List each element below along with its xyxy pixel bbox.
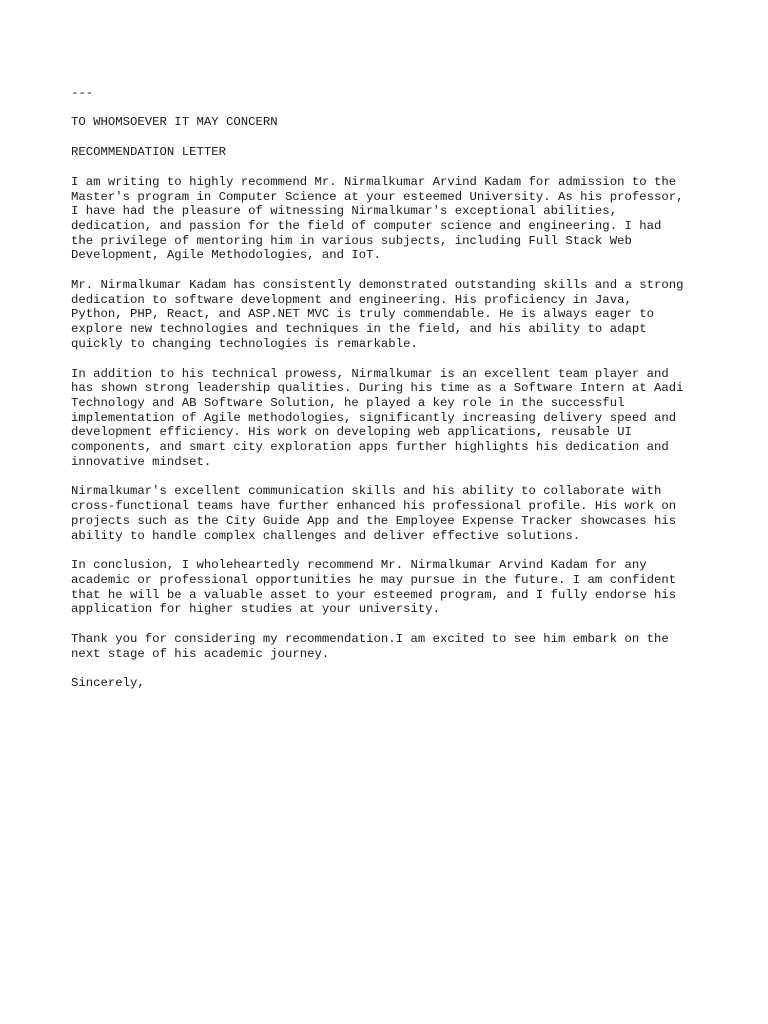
- paragraph-line: Technology and AB Software Solution, he played a key role in the successful: [71, 395, 625, 410]
- paragraph-line: ability to handle complex challenges and deliver effective solutions.: [71, 528, 581, 543]
- paragraph-2: [71, 278, 711, 352]
- paragraph-line: development efficiency. His work on developing web applications, reusable UI: [71, 425, 632, 440]
- paragraph-line: implementation of Agile methodologies, significantly increasing delivery speed and: [71, 410, 677, 425]
- letter-page: [71, 86, 711, 691]
- paragraph-1: [71, 175, 711, 263]
- paragraph-line: components, and smart city exploration apps further highlights his dedication and: [71, 440, 669, 455]
- paragraph-line: In conclusion, I wholeheartedly recommend Mr. Nirmalkumar Arvind Kadam for any: [71, 558, 647, 573]
- paragraph-line: In addition to his technical prowess, Nirmalkumar is an excellent team player and: [71, 366, 669, 381]
- paragraph-line: Mr. Nirmalkumar Kadam has consistently demonstrated outstanding skills and a strong: [71, 278, 684, 293]
- paragraph-line: I have had the pleasure of witnessing Nirmalkumar's exceptional abilities,: [71, 204, 618, 219]
- paragraph-5: [71, 558, 711, 617]
- paragraph-line: application for higher studies at your university.: [71, 602, 440, 617]
- addressee: TO WHOMSOEVER IT MAY CONCERN: [71, 115, 278, 130]
- paragraph-line: the privilege of mentoring him in various subjects, including Full Stack Web: [71, 233, 632, 248]
- paragraph-line: cross-functional teams have further enhanced his professional profile. His work on: [71, 499, 677, 514]
- separator-line: ---: [71, 86, 94, 100]
- paragraph-line: Nirmalkumar's excellent communication skills and his ability to collaborate with: [71, 484, 662, 499]
- paragraph-6: [71, 632, 711, 661]
- paragraph-line: innovative mindset.: [71, 454, 212, 469]
- closing-salutation: Sincerely,: [71, 676, 145, 691]
- paragraph-3: [71, 367, 711, 470]
- paragraph-line: Master's program in Computer Science at your esteemed University. As his professor,: [71, 189, 684, 204]
- paragraph-line: I am writing to highly recommend Mr. Nirmalkumar Arvind Kadam for admission to the: [71, 174, 677, 189]
- paragraph-line: that he will be a valuable asset to your esteemed program, and I fully endorse his: [71, 587, 677, 602]
- paragraph-line: projects such as the City Guide App and the Employee Expense Tracker showcases his: [71, 513, 677, 528]
- paragraph-line: explore new technologies and techniques in the field, and his ability to adapt: [71, 322, 647, 337]
- paragraph-line: Development, Agile Methodologies, and IoT.: [71, 248, 381, 263]
- paragraph-line: next stage of his academic journey.: [71, 646, 330, 661]
- paragraph-line: has shown strong leadership qualities. During his time as a Software Intern at Aadi: [71, 381, 684, 396]
- paragraph-line: Python, PHP, React, and ASP.NET MVC is truly commendable. He is always eager to: [71, 307, 654, 322]
- paragraph-line: dedication, and passion for the field of computer science and engineering. I had: [71, 218, 662, 233]
- paragraph-line: academic or professional opportunities he may pursue in the future. I am confident: [71, 572, 677, 587]
- paragraph-4: [71, 484, 711, 543]
- paragraph-line: dedication to software development and engineering. His proficiency in Java,: [71, 292, 632, 307]
- letter-title: RECOMMENDATION LETTER: [71, 145, 226, 160]
- paragraph-line: Thank you for considering my recommendation.I am excited to see him embark on the: [71, 632, 669, 647]
- paragraph-line: quickly to changing technologies is remarkable.: [71, 336, 418, 351]
